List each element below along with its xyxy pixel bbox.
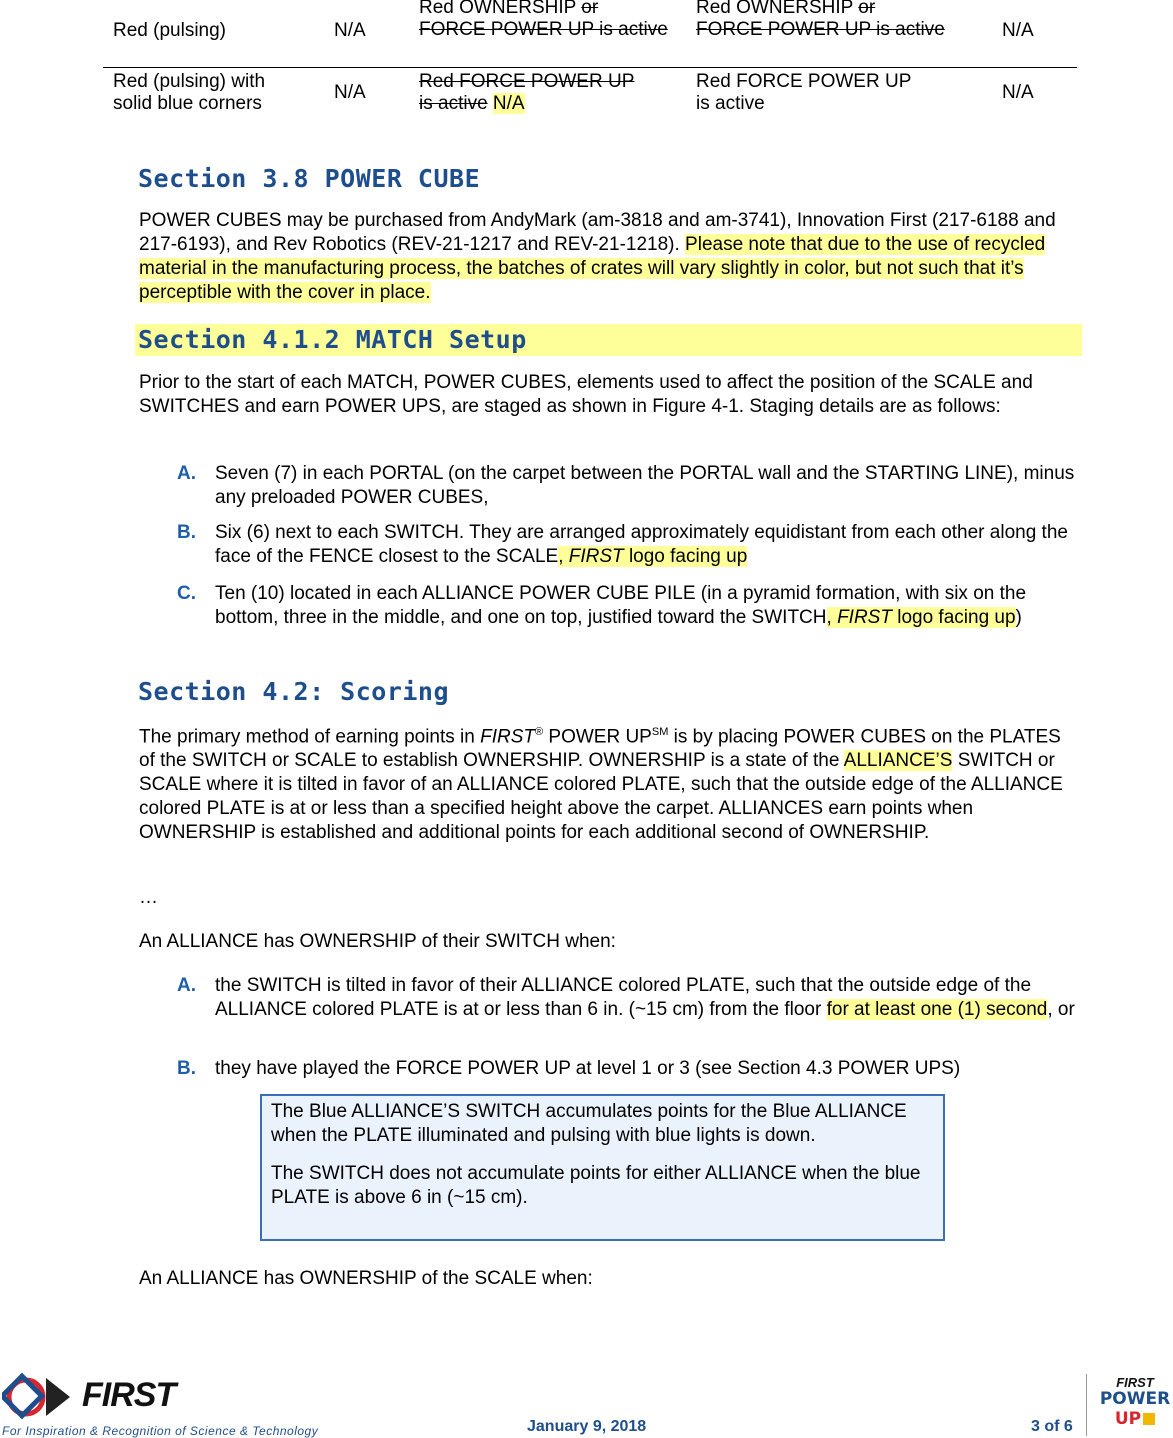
section-4-2-heading: Section 4.2: Scoring [138, 677, 450, 706]
section-4-2-paragraph: The primary method of earning points in FIRST® POWER UP℠ is by placing POWER CUBES on the PLATES of the SWITCH or SCALE to establish OWNERSHIP. OWNERSHIP is a state of the ALLIANCE’S SWITCH or SCALE where it is tilted in favor of an ALLIANCE colored PLATE, such that the outside edge of the ALLIANCE colored PLATE is at or less than a specified height above the carpet. ALLIANCES earn points when OWNERSHIP is established and additional points for each additional second of OWNERSHIP. [139, 726, 1063, 844]
ellipsis: … [139, 887, 158, 908]
table-row-2-col3: Red FORCE POWER UP is active N/A [419, 71, 635, 114]
note-box-paragraph-1: The Blue ALLIANCE’S SWITCH accumulates points for the Blue ALLIANCE when the PLATE illuminated and pulsing with blue lights is down. [271, 1101, 907, 1146]
footer-date: January 9, 2018 [527, 1418, 647, 1435]
power-up-logo-up-row [1099, 1409, 1171, 1428]
table-row-1-col3: Red OWNERSHIP or FORCE POWER UP is active [419, 0, 668, 40]
table-row-2-col5: N/A [1002, 82, 1034, 103]
power-up-logo-power: POWER [1099, 1389, 1171, 1409]
table-row-1-col1: Red (pulsing) [113, 20, 226, 41]
table-row-1-col4: Red OWNERSHIP or FORCE POWER UP is active [696, 0, 945, 40]
first-logo-wordmark: FIRST [82, 1376, 176, 1414]
power-up-logo-up: UP [1114, 1409, 1142, 1429]
table-row-2-col1: Red (pulsing) with solid blue corners [113, 71, 266, 114]
note-box [260, 1094, 945, 1241]
page-number: 3 of 6 [1031, 1418, 1073, 1435]
table-row-2-col2: N/A [334, 82, 366, 103]
section-4-1-2-heading: Section 4.1.2 MATCH Setup [135, 324, 1082, 356]
scale-ownership-intro: An ALLIANCE has OWNERSHIP of the SCALE when: [139, 1268, 593, 1289]
switch-ownership-intro: An ALLIANCE has OWNERSHIP of their SWITCH when: [139, 931, 616, 952]
power-up-logo [1099, 1376, 1171, 1436]
note-box-paragraph-2: The SWITCH does not accumulate points for either ALLIANCE when the blue PLATE is above 6 in (~15 cm). [271, 1163, 921, 1208]
table-row-1-col2: N/A [334, 20, 366, 41]
power-up-logo-first: FIRST [1116, 1375, 1154, 1390]
section-3-8-heading: Section 3.8 POWER CUBE [138, 164, 481, 193]
section-3-8-paragraph: POWER CUBES may be purchased from AndyMark (am-3818 and am-3741), Innovation First (217-6188 and 217-6193), and Rev Robotics (REV-21-1217 and REV-21-1218). Please note that due to the use of recycled material in the manufacturing process, the batches of crates will vary slightly in color, but not such that it’s perceptible with the cover in place. [139, 210, 1056, 303]
arrow-icon [1143, 1413, 1155, 1425]
table-row-2-col4: Red FORCE POWER UP is active [696, 71, 912, 114]
first-tagline: For Inspiration & Recognition of Science & Technology [2, 1424, 319, 1438]
first-logo-mark-icon [2, 1372, 82, 1422]
footer-divider [1086, 1374, 1087, 1436]
section-4-1-2-intro: Prior to the start of each MATCH, POWER CUBES, elements used to affect the position of the SCALE and SWITCHES and earn POWER UPS, are staged as shown in Figure 4-1. Staging details are as follows: [139, 372, 1033, 417]
table-row-1-col5: N/A [1002, 20, 1034, 41]
table-row-divider [103, 67, 1077, 68]
